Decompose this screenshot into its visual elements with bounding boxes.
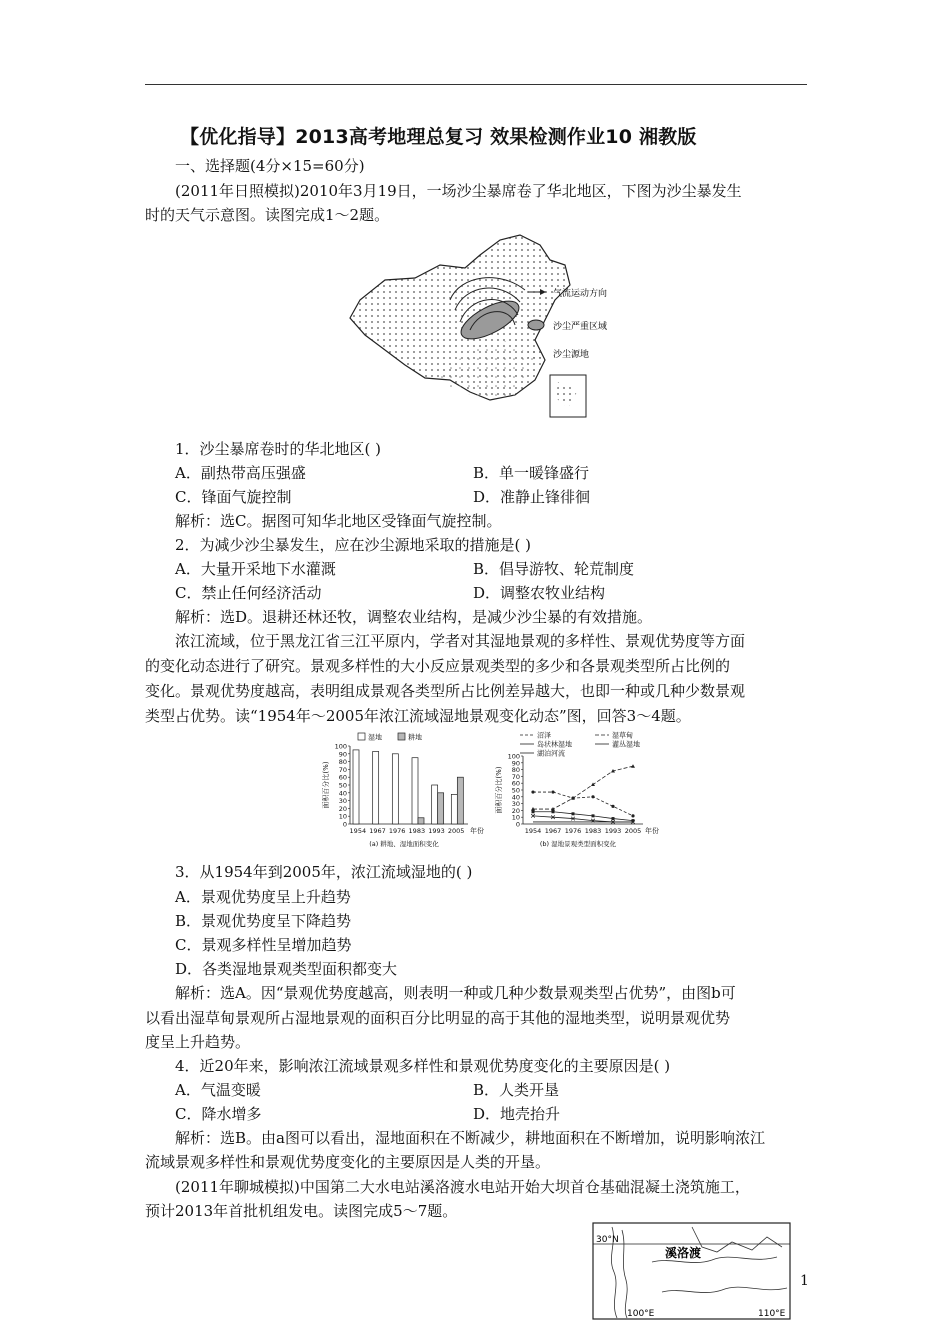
legend-swatch-湿地	[358, 733, 365, 740]
legend-label-岛状林湿地: 岛状林湿地	[537, 740, 572, 749]
legend-source-icon	[528, 348, 544, 358]
q1-analysis: 解析：选C。据图可知华北地区受锋面气旋控制。	[175, 512, 502, 530]
legend-label-灌丛湿地: 灌丛湿地	[612, 740, 640, 749]
xiluodu-map	[592, 1222, 792, 1322]
bar-湿地-1976	[392, 754, 398, 824]
chart-a-bar	[321, 733, 484, 849]
q3-option-c: C．景观多样性呈增加趋势	[175, 936, 352, 954]
y-tick-label: 60	[511, 779, 520, 788]
y-axis-label: 面积百分比(%)	[495, 766, 503, 814]
q1-option-a: A．副热带高压强盛	[175, 464, 306, 482]
bar-湿地-1967	[373, 751, 379, 824]
q3-stem: 3．从1954年到2005年，浓江流域湿地的( )	[175, 863, 473, 881]
chart-b-line	[494, 731, 659, 849]
map2-xiluodu-label: 溪洛渡	[665, 1246, 702, 1260]
q1-option-c: C．锋面气旋控制	[175, 488, 292, 506]
x-tick-label: 1983	[584, 827, 602, 835]
y-tick-label: 40	[338, 789, 347, 798]
intro3-line1: (2011年聊城模拟)中国第二大水电站溪洛渡水电站开始大坝首仓基础混凝土浇筑施工，	[175, 1178, 750, 1196]
q1-stem: 1．沙尘暴席卷时的华北地区( )	[175, 440, 382, 458]
point-岛状林湿地-1954	[532, 810, 535, 813]
bar-湿地-1983	[412, 758, 418, 824]
point-沼泽-1993	[611, 805, 614, 808]
q4-option-c: C．降水增多	[175, 1105, 262, 1123]
legend-label-沼泽: 沼泽	[537, 731, 551, 740]
point-岛状林湿地-1976	[572, 812, 575, 815]
y-tick-label: 10	[338, 812, 347, 821]
intro2-line2: 的变化动态进行了研究。景观多样性的大小反应景观类型的多少和各景观类型所占比例的	[145, 657, 731, 675]
series-line-湿草甸	[533, 766, 633, 809]
q2-option-d: D．调整农牧业结构	[473, 584, 606, 602]
bar-湿地-1954	[353, 750, 359, 824]
x-tick-label: 1967	[369, 827, 386, 835]
y-axis-label: 面积百分比(%)	[322, 761, 330, 809]
q3-option-a: A．景观优势度呈上升趋势	[175, 888, 351, 906]
q4-option-b: B．人类开垦	[473, 1081, 560, 1099]
legend-swatch-耕地	[398, 733, 405, 740]
q2-option-a: A．大量开采地下水灌溉	[175, 560, 336, 578]
bar-湿地-1993	[432, 785, 438, 824]
q3-analysis-line3: 度呈上升趋势。	[145, 1033, 251, 1051]
y-tick-label: 100	[507, 752, 520, 761]
y-tick-label: 30	[338, 797, 347, 806]
map2-lat-label: 30°N	[596, 1235, 619, 1245]
q4-option-d: D．地壳抬升	[473, 1105, 561, 1123]
q3-option-d: D．各类湿地景观类型面积都变大	[175, 960, 398, 978]
map2-lon110-label: 110°E	[758, 1309, 786, 1319]
y-tick-label: 70	[338, 765, 347, 774]
chart-title: (b) 湿地景观类型面积变化	[539, 840, 617, 848]
point-岛状林湿地-1993	[612, 817, 615, 820]
q2-stem: 2．为减少沙尘暴发生，应在沙尘源地采取的措施是( )	[175, 536, 532, 554]
point-湿草甸-1983	[591, 783, 595, 787]
x-tick-label: 1983	[408, 827, 426, 835]
point-岛状林湿地-1983	[592, 814, 595, 817]
y-tick-label: 80	[338, 758, 347, 767]
legend-label-湖泊河流: 湖泊河流	[537, 749, 565, 758]
y-tick-label: 10	[511, 813, 520, 822]
q3-analysis-line1: 解析：选A。因“景观优势度越高，则表明一种或几种少数景观类型占优势”，由图b可	[175, 984, 736, 1002]
q1-option-d: D．准静止锋徘徊	[473, 488, 591, 506]
q4-stem: 4．近20年来，影响浓江流域景观多样性和景观优势度变化的主要原因是( )	[175, 1057, 671, 1075]
point-沼泽-2005	[631, 814, 634, 817]
q3-analysis-line2: 以看出湿草甸景观所占湿地景观的面积百分比明显的高于其他的湿地类型，说明景观优势	[145, 1009, 731, 1027]
q2-option-b: B．倡导游牧、轮荒制度	[473, 560, 635, 578]
legend-label-湿地: 湿地	[368, 733, 382, 742]
series-line-沼泽	[533, 792, 633, 816]
bar-耕地-1983	[418, 818, 424, 824]
bar-耕地-1993	[438, 793, 444, 824]
legend-severe: 沙尘严重区域	[553, 322, 608, 332]
q4-analysis-line1: 解析：选B。由a图可以看出，湿地面积在不断减少，耕地面积在不断增加，说明影响浓江	[175, 1129, 765, 1147]
bar-耕地-2005	[457, 777, 463, 824]
page-title: 【优化指导】2013高考地理总复习 效果检测作业10 湘教版	[180, 126, 697, 148]
sandstorm-weather-map	[340, 230, 630, 430]
x-tick-label: 1976	[564, 827, 582, 835]
y-tick-label: 0	[515, 820, 520, 829]
q2-option-c: C．禁止任何经济活动	[175, 584, 322, 602]
intro2-line1: 浓江流域，位于黑龙江省三江平原内，学者对其湿地景观的多样性、景观优势度等方面	[175, 632, 746, 650]
point-沼泽-1967	[551, 790, 554, 793]
legend-label-湿草甸: 湿草甸	[612, 731, 633, 740]
y-tick-label: 50	[338, 781, 347, 790]
x-tick-label: 1954	[349, 827, 367, 835]
y-tick-label: 90	[338, 750, 347, 759]
y-tick-label: 90	[511, 759, 520, 768]
legend-label-耕地: 耕地	[408, 733, 422, 742]
y-tick-label: 50	[511, 786, 520, 795]
point-沼泽-1983	[591, 795, 594, 798]
legend-source: 沙尘源地	[553, 350, 590, 360]
wetland-charts	[315, 728, 685, 856]
x-axis-label: 年份	[470, 827, 484, 835]
x-tick-label: 1976	[388, 827, 406, 835]
page-number: 1	[800, 1273, 809, 1289]
legend-airflow: 气流运动方向	[553, 289, 608, 299]
y-tick-label: 40	[511, 793, 520, 802]
y-tick-label: 70	[511, 772, 520, 781]
point-湿草甸-2005	[631, 764, 635, 768]
map2-lon100-label: 100°E	[627, 1309, 655, 1319]
q4-analysis-line2: 流域景观多样性和景观优势度变化的主要原因是人类的开垦。	[145, 1153, 551, 1171]
intro2-line4: 类型占优势。读“1954年～2005年浓江流域湿地景观变化动态”图，回答3～4题。	[145, 707, 691, 725]
x-tick-label: 1993	[604, 827, 622, 835]
q3-option-b: B．景观优势度呈下降趋势	[175, 912, 352, 930]
q4-option-a: A．气温变暖	[175, 1081, 261, 1099]
intro2-line3: 变化。景观优势度越高，表明组成景观各类型所占比例差异越大，也即一种或几种少数景观	[145, 682, 746, 700]
q1-option-b: B．单一暖锋盛行	[473, 464, 590, 482]
x-tick-label: 2005	[624, 827, 642, 835]
x-tick-label: 2005	[447, 827, 465, 835]
intro3-line2: 预计2013年首批机组发电。读图完成5～7题。	[145, 1202, 458, 1220]
legend-severe-icon	[528, 320, 544, 330]
y-tick-label: 60	[338, 773, 347, 782]
section-heading: 一、选择题(4分×15=60分)	[175, 157, 365, 175]
chart-title: (a) 耕地、湿地面积变化	[369, 840, 439, 848]
header-rule	[145, 84, 807, 85]
y-tick-label: 20	[338, 804, 347, 813]
intro1-line1: (2011年日照模拟)2010年3月19日，一场沙尘暴席卷了华北地区，下图为沙尘暴发生	[175, 182, 742, 200]
y-tick-label: 20	[511, 806, 520, 815]
bar-湿地-2005	[451, 794, 457, 824]
x-tick-label: 1967	[544, 827, 562, 835]
x-tick-label: 1993	[428, 827, 445, 835]
map2-frame	[593, 1223, 790, 1319]
y-tick-label: 30	[511, 800, 520, 809]
y-tick-label: 80	[511, 766, 520, 775]
y-tick-label: 100	[334, 742, 347, 751]
x-tick-label: 1954	[524, 827, 542, 835]
point-沼泽-1954	[531, 790, 534, 793]
point-岛状林湿地-1967	[552, 810, 555, 813]
x-axis-label: 年份	[645, 827, 659, 835]
y-tick-label: 0	[342, 820, 347, 829]
intro1-line2: 时的天气示意图。读图完成1～2题。	[145, 206, 390, 224]
q2-analysis: 解析：选D。退耕还林还牧，调整农业结构，是减少沙尘暴的有效措施。	[175, 608, 653, 626]
